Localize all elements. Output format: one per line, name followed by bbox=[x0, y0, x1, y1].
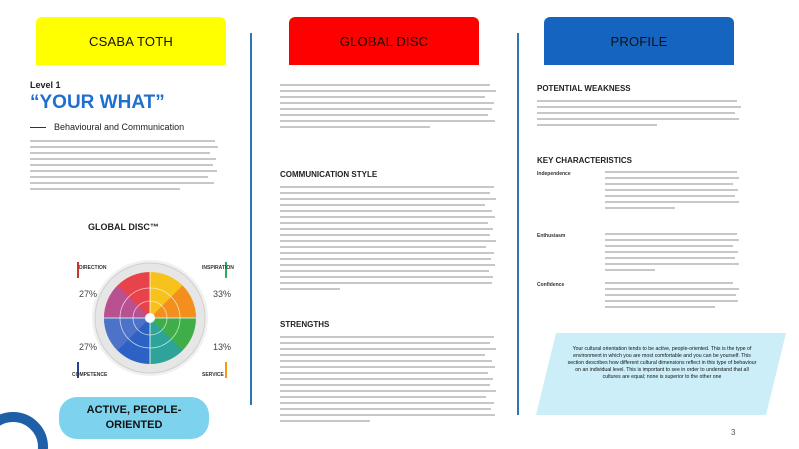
term-confidence: Confidence bbox=[537, 282, 565, 288]
enthusiasm-text-placeholder bbox=[605, 233, 740, 275]
communication-style-heading: COMMUNICATION STYLE bbox=[280, 170, 378, 179]
intro-text-placeholder bbox=[280, 84, 500, 132]
confidence-text-placeholder bbox=[605, 282, 740, 312]
subtitle-row bbox=[30, 122, 184, 132]
subtitle-dash bbox=[30, 127, 46, 128]
subtitle: Behavioural and Communication bbox=[54, 122, 185, 132]
header-tab-name: CSABA TOTH bbox=[36, 17, 226, 65]
term-enthusiasm: Enthusiasm bbox=[537, 233, 566, 239]
header-tab-profile: PROFILE bbox=[544, 17, 734, 65]
percent-bottom-left: 27% bbox=[79, 342, 98, 352]
quadrant-competence-label: COMPETENCE bbox=[72, 372, 108, 378]
page-number: 3 bbox=[731, 428, 736, 437]
percent-bottom-right: 13% bbox=[213, 342, 232, 352]
communication-text-placeholder bbox=[280, 186, 500, 294]
chart-title: GLOBAL DISC™ bbox=[88, 222, 159, 232]
disc-wheel-graphic bbox=[77, 258, 227, 383]
weakness-text-placeholder bbox=[537, 100, 742, 130]
level-label: Level 1 bbox=[30, 80, 61, 90]
quadrant-service-label: SERVICE bbox=[202, 372, 224, 378]
percent-top-left: 27% bbox=[79, 289, 98, 299]
body-text-placeholder bbox=[30, 140, 220, 194]
key-characteristics-heading: KEY CHARACTERISTICS bbox=[537, 156, 632, 165]
quadrant-inspiration-label: INSPIRATION bbox=[202, 265, 234, 271]
quadrant-direction-label: DIRECTION bbox=[79, 265, 107, 271]
term-independence: Independence bbox=[537, 171, 571, 177]
decorative-arc bbox=[0, 412, 48, 449]
page-title: “YOUR WHAT” bbox=[30, 92, 165, 113]
independence-text-placeholder bbox=[605, 171, 740, 213]
orientation-pill: ACTIVE, PEOPLE-ORIENTED bbox=[59, 397, 209, 439]
divider-left bbox=[250, 33, 252, 405]
percent-top-right: 33% bbox=[213, 289, 232, 299]
cultural-note-text: Your cultural orientation tends to be active, people-oriented. This is the type of environment in which you are most comfortable and you can be yourself. This section describes how different cultural dimensions reflect in this type of behaviour on an individual level. This is important to see in order to understand that all cultures are equal; none is superior to the other one bbox=[567, 346, 757, 380]
divider-right bbox=[517, 33, 519, 415]
header-tab-global-disc: GLOBAL DISC bbox=[289, 17, 479, 65]
strengths-text-placeholder bbox=[280, 336, 500, 426]
strengths-heading: STRENGTHS bbox=[280, 320, 330, 329]
disc-wheel bbox=[77, 258, 227, 383]
potential-weakness-heading: POTENTIAL WEAKNESS bbox=[537, 84, 631, 93]
